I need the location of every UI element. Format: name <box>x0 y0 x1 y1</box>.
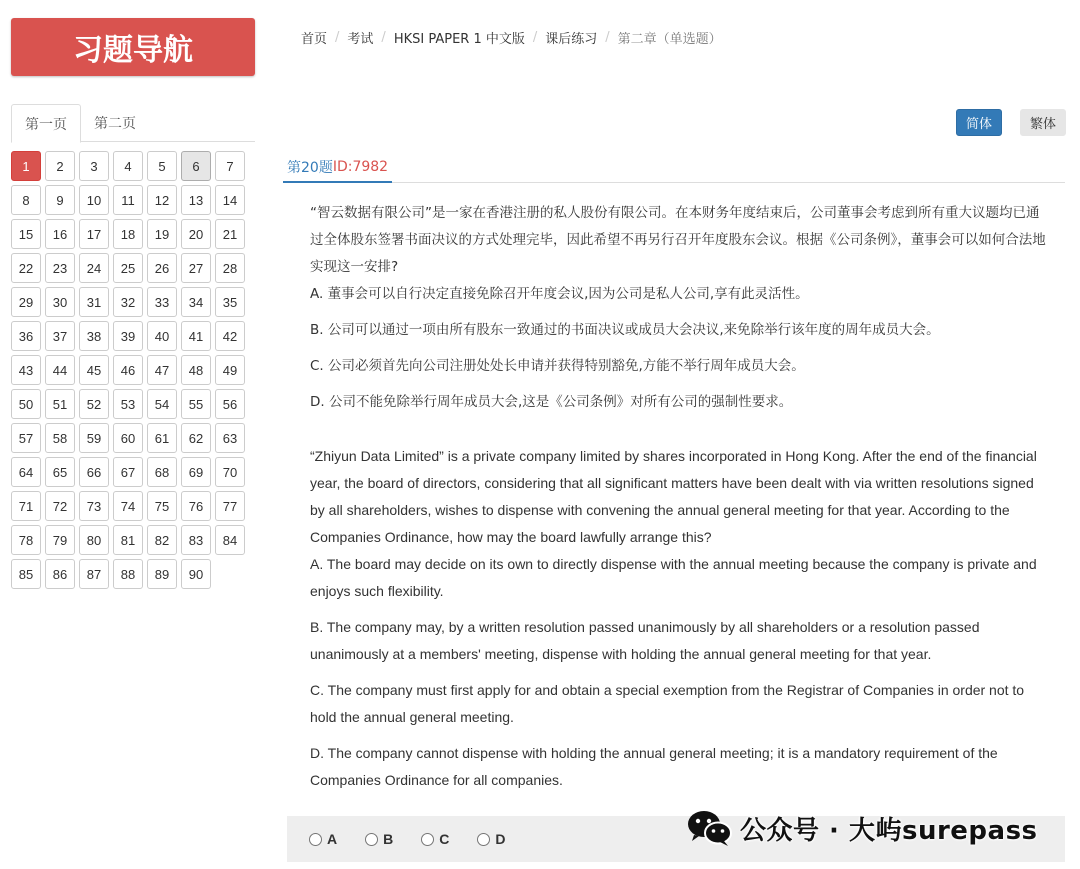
breadcrumb-separator: / <box>381 29 386 45</box>
question-button-77[interactable]: 77 <box>215 491 245 521</box>
option-d-zh: D. 公司不能免除举行周年成员大会,这是《公司条例》对所有公司的强制性要求。 <box>310 394 793 410</box>
question-button-46[interactable]: 46 <box>113 355 143 385</box>
question-stem-zh: “智云数据有限公司”是一家在香港注册的私人股份有限公司。在本财务年度结束后，公司董事会考虑到所有重大议题均已通过全体股东签署书面决议的方式处理完毕，因此希望不再另行召开年度股东会议。根据《公司条例》，董事会可以如何合法地实现这一安排? <box>310 205 1046 275</box>
radio-c[interactable] <box>421 833 434 846</box>
question-button-62[interactable]: 62 <box>181 423 211 453</box>
question-button-21[interactable]: 21 <box>215 219 245 249</box>
question-button-47[interactable]: 47 <box>147 355 177 385</box>
question-button-69[interactable]: 69 <box>181 457 211 487</box>
question-button-31[interactable]: 31 <box>79 287 109 317</box>
answer-d-label: D <box>495 831 506 847</box>
question-button-42[interactable]: 42 <box>215 321 245 351</box>
question-button-60[interactable]: 60 <box>113 423 143 453</box>
question-zh <box>310 200 1052 416</box>
question-button-2[interactable]: 2 <box>45 151 75 181</box>
question-grid <box>11 151 251 589</box>
option-a-en: A. The board may decide on its own to directly dispense with the annual meeting because the company is private and enjoys such flexibility. <box>310 556 1037 599</box>
question-button-8[interactable]: 8 <box>11 185 41 215</box>
question-en <box>310 443 1052 794</box>
nav-title: 习题导航 <box>11 18 255 76</box>
question-button-20[interactable]: 20 <box>181 219 211 249</box>
question-tab[interactable] <box>283 153 392 183</box>
question-button-3[interactable]: 3 <box>79 151 109 181</box>
question-button-52[interactable]: 52 <box>79 389 109 419</box>
question-button-26[interactable]: 26 <box>147 253 177 283</box>
question-button-18[interactable]: 18 <box>113 219 143 249</box>
question-button-30[interactable]: 30 <box>45 287 75 317</box>
option-b-en: B. The company may, by a written resolution passed unanimously by all shareholders or a resolution passed unanimously at a members' meeting, dispense with holding the annual general meeting for that year. <box>310 619 980 662</box>
question-button-86[interactable]: 86 <box>45 559 75 589</box>
question-button-57[interactable]: 57 <box>11 423 41 453</box>
watermark <box>686 806 1038 850</box>
question-button-22[interactable]: 22 <box>11 253 41 283</box>
breadcrumb-item-3[interactable]: HKSI PAPER 1 中文版 <box>393 31 525 47</box>
question-button-38[interactable]: 38 <box>79 321 109 351</box>
question-button-82[interactable]: 82 <box>147 525 177 555</box>
question-button-7[interactable]: 7 <box>215 151 245 181</box>
question-button-28[interactable]: 28 <box>215 253 245 283</box>
question-button-56[interactable]: 56 <box>215 389 245 419</box>
answer-a[interactable] <box>309 831 337 847</box>
breadcrumb-item-2[interactable]: 考试 <box>347 31 374 47</box>
question-button-1[interactable]: 1 <box>11 151 41 181</box>
answer-c-label: C <box>439 831 450 847</box>
question-button-33[interactable]: 33 <box>147 287 177 317</box>
question-button-37[interactable]: 37 <box>45 321 75 351</box>
question-button-72[interactable]: 72 <box>45 491 75 521</box>
question-button-67[interactable]: 67 <box>113 457 143 487</box>
question-button-32[interactable]: 32 <box>113 287 143 317</box>
traditional-button[interactable]: 繁体 <box>1020 109 1066 136</box>
question-button-17[interactable]: 17 <box>79 219 109 249</box>
radio-d[interactable] <box>477 833 490 846</box>
question-button-54[interactable]: 54 <box>147 389 177 419</box>
question-button-35[interactable]: 35 <box>215 287 245 317</box>
question-button-51[interactable]: 51 <box>45 389 75 419</box>
answer-c[interactable] <box>421 831 449 847</box>
option-d-en: D. The company cannot dispense with holding the annual general meeting; it is a mandatory requirement of the Companies Ordinance for all companies. <box>310 745 998 788</box>
question-button-14[interactable]: 14 <box>215 185 245 215</box>
question-button-58[interactable]: 58 <box>45 423 75 453</box>
question-button-11[interactable]: 11 <box>113 185 143 215</box>
radio-a[interactable] <box>309 833 322 846</box>
question-button-24[interactable]: 24 <box>79 253 109 283</box>
tab-page-2[interactable]: 第二页 <box>94 116 136 132</box>
question-button-84[interactable]: 84 <box>215 525 245 555</box>
question-button-41[interactable]: 41 <box>181 321 211 351</box>
question-button-23[interactable]: 23 <box>45 253 75 283</box>
question-button-49[interactable]: 49 <box>215 355 245 385</box>
question-number: 第20题 <box>287 160 333 176</box>
question-button-76[interactable]: 76 <box>181 491 211 521</box>
question-button-19[interactable]: 19 <box>147 219 177 249</box>
question-id: ID:7982 <box>332 159 389 175</box>
question-button-4[interactable]: 4 <box>113 151 143 181</box>
question-button-64[interactable]: 64 <box>11 457 41 487</box>
question-button-29[interactable]: 29 <box>11 287 41 317</box>
question-button-40[interactable]: 40 <box>147 321 177 351</box>
question-button-63[interactable]: 63 <box>215 423 245 453</box>
question-button-66[interactable]: 66 <box>79 457 109 487</box>
simplified-button[interactable]: 简体 <box>956 109 1002 136</box>
question-button-61[interactable]: 61 <box>147 423 177 453</box>
sidebar <box>0 0 260 869</box>
question-button-13[interactable]: 13 <box>181 185 211 215</box>
question-button-59[interactable]: 59 <box>79 423 109 453</box>
question-header <box>283 153 1065 183</box>
watermark-text: 公众号 · 大屿surepass <box>740 815 1038 846</box>
question-button-73[interactable]: 73 <box>79 491 109 521</box>
answer-b-label: B <box>383 831 394 847</box>
question-button-25[interactable]: 25 <box>113 253 143 283</box>
question-button-45[interactable]: 45 <box>79 355 109 385</box>
question-stem-en: “Zhiyun Data Limited” is a private company limited by shares incorporated in Hong Kong. After the end of the financial year, the board of directors, considering that all significant matters have been dealt with via written resolutions signed by all shareholders, wishes to dispense with convening the annual general meeting for that year. According to the Companies Ordinance, how may the board lawfully arrange this? <box>310 448 1037 545</box>
question-button-10[interactable]: 10 <box>79 185 109 215</box>
question-button-15[interactable]: 15 <box>11 219 41 249</box>
question-button-34[interactable]: 34 <box>181 287 211 317</box>
question-button-39[interactable]: 39 <box>113 321 143 351</box>
question-button-70[interactable]: 70 <box>215 457 245 487</box>
question-button-43[interactable]: 43 <box>11 355 41 385</box>
breadcrumb-item-5: 第二章（单选题） <box>617 31 722 47</box>
option-c-en: C. The company must first apply for and obtain a special exemption from the Registrar of Companies in order not to hold the annual general meeting. <box>310 682 1025 725</box>
question-button-6[interactable]: 6 <box>181 151 211 181</box>
breadcrumb-item-1[interactable]: 首页 <box>301 31 328 47</box>
answer-d[interactable] <box>477 831 505 847</box>
question-button-89[interactable]: 89 <box>147 559 177 589</box>
question-button-74[interactable]: 74 <box>113 491 143 521</box>
option-a-zh: A. 董事会可以自行决定直接免除召开年度会议,因为公司是私人公司,享有此灵活性。 <box>310 286 809 302</box>
question-button-55[interactable]: 55 <box>181 389 211 419</box>
question-button-9[interactable]: 9 <box>45 185 75 215</box>
question-body <box>310 200 1052 794</box>
question-button-36[interactable]: 36 <box>11 321 41 351</box>
question-button-90[interactable]: 90 <box>181 559 211 589</box>
question-button-16[interactable]: 16 <box>45 219 75 249</box>
question-button-5[interactable]: 5 <box>147 151 177 181</box>
page-tabs <box>11 104 255 142</box>
question-button-88[interactable]: 88 <box>113 559 143 589</box>
tab-page-1[interactable]: 第一页 <box>11 104 81 143</box>
breadcrumb-separator: / <box>335 29 340 45</box>
breadcrumb <box>301 27 722 47</box>
question-button-71[interactable]: 71 <box>11 491 41 521</box>
option-c-zh: C. 公司必须首先向公司注册处处长申请并获得特别豁免,方能不举行周年成员大会。 <box>310 358 805 374</box>
question-button-83[interactable]: 83 <box>181 525 211 555</box>
question-button-44[interactable]: 44 <box>45 355 75 385</box>
option-b-zh: B. 公司可以通过一项由所有股东一致通过的书面决议或成员大会决议,来免除举行该年度的周年成员大会。 <box>310 322 940 338</box>
question-button-80[interactable]: 80 <box>79 525 109 555</box>
breadcrumb-item-4[interactable]: 课后练习 <box>545 31 598 47</box>
question-button-48[interactable]: 48 <box>181 355 211 385</box>
question-button-81[interactable]: 81 <box>113 525 143 555</box>
question-button-87[interactable]: 87 <box>79 559 109 589</box>
question-button-68[interactable]: 68 <box>147 457 177 487</box>
answer-b[interactable] <box>365 831 393 847</box>
breadcrumb-separator: / <box>605 29 610 45</box>
question-button-12[interactable]: 12 <box>147 185 177 215</box>
question-button-75[interactable]: 75 <box>147 491 177 521</box>
question-button-79[interactable]: 79 <box>45 525 75 555</box>
question-button-78[interactable]: 78 <box>11 525 41 555</box>
question-button-50[interactable]: 50 <box>11 389 41 419</box>
question-button-27[interactable]: 27 <box>181 253 211 283</box>
wechat-icon <box>686 808 732 848</box>
radio-b[interactable] <box>365 833 378 846</box>
answer-a-label: A <box>327 831 338 847</box>
question-button-65[interactable]: 65 <box>45 457 75 487</box>
question-button-53[interactable]: 53 <box>113 389 143 419</box>
question-button-85[interactable]: 85 <box>11 559 41 589</box>
breadcrumb-separator: / <box>532 29 538 45</box>
